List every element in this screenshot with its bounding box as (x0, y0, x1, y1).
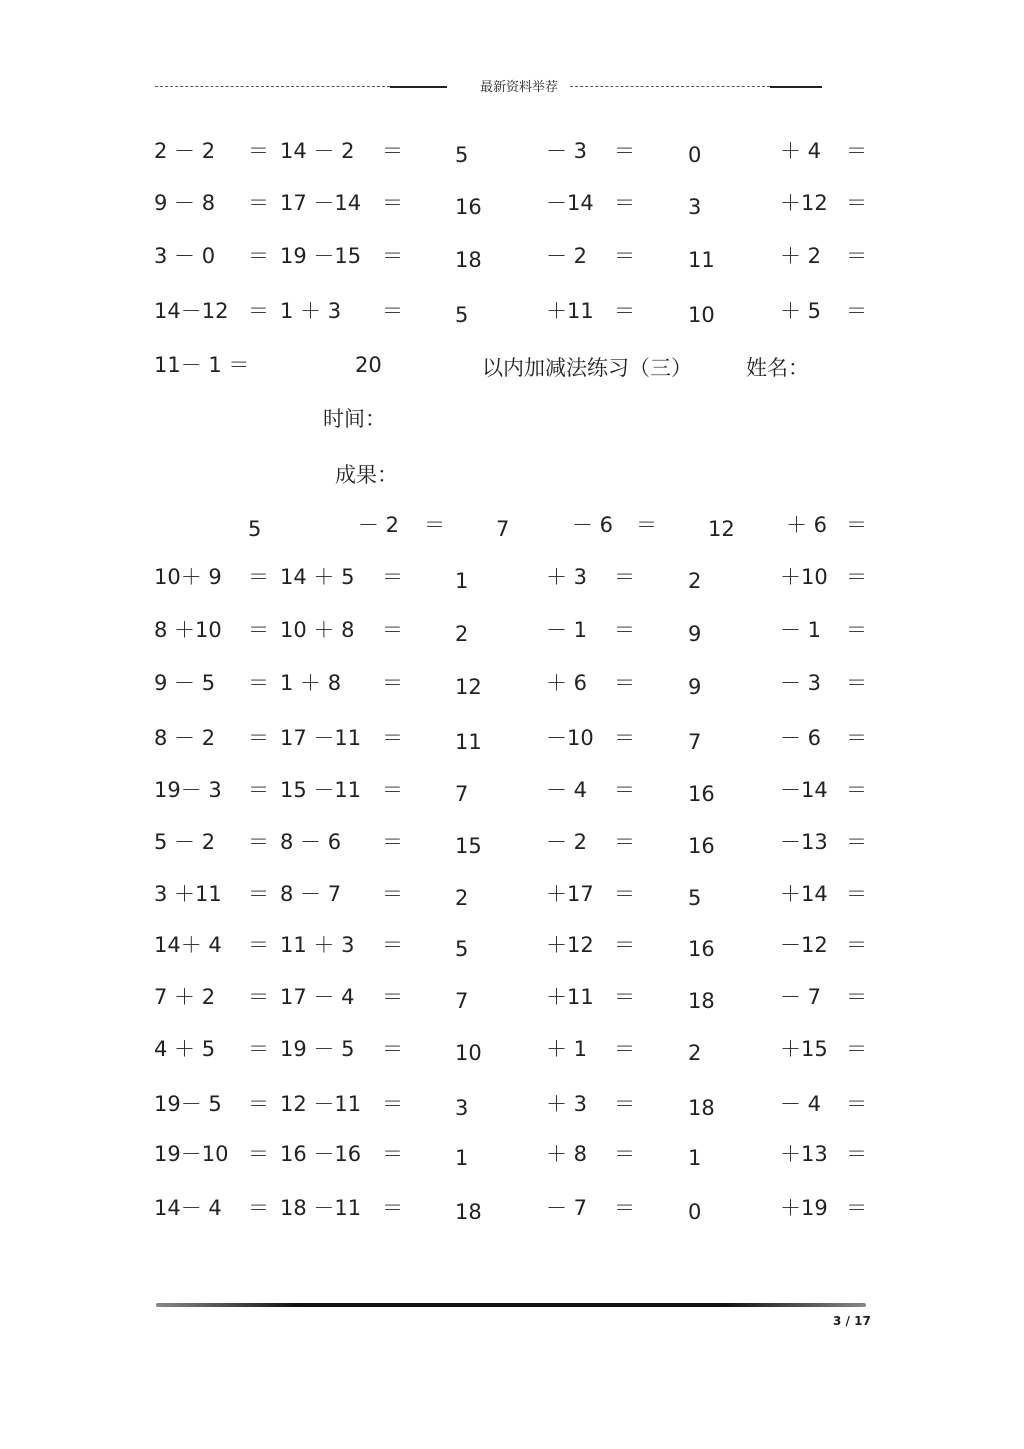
problem-cell: 11 (455, 730, 482, 754)
equals-sign: ＝ (614, 299, 635, 323)
problem-cell: 9 － 5 (154, 671, 216, 695)
exercise-row (0, 560, 1024, 594)
equals-sign: ＝ (614, 726, 635, 750)
equals-sign: ＝ (614, 1092, 635, 1116)
problem-cell: － 2 (546, 244, 588, 268)
problem-cell: 16 (688, 834, 715, 858)
problem-cell: 19－10 (154, 1142, 229, 1166)
problem-cell: 11 ＋ 3 (280, 933, 355, 957)
problem-cell: －14 (780, 778, 828, 802)
exercise-row (0, 1137, 1024, 1171)
problem-cell: ＋17 (546, 882, 594, 906)
problem-cell: 5 (455, 937, 469, 961)
problem-cell: －14 (546, 191, 594, 215)
equals-sign: ＝ (248, 618, 269, 642)
equals-sign: ＝ (846, 191, 867, 215)
equals-sign: ＝ (614, 671, 635, 695)
equals-sign: ＝ (614, 244, 635, 268)
problem-cell: － 3 (546, 139, 588, 163)
equals-sign: ＝ (846, 299, 867, 323)
problem-cell: 10 ＋ 8 (280, 618, 355, 642)
problem-cell: ＋19 (780, 1196, 828, 1220)
problem-cell: 18 －11 (280, 1196, 362, 1220)
problem-cell: 8 － 7 (280, 882, 342, 906)
header-dashed-rule-left (155, 86, 390, 87)
problem-cell: － 7 (780, 985, 822, 1009)
problem-cell: 7 (496, 517, 510, 541)
problem-cell: 7 ＋ 2 (154, 985, 216, 1009)
problem-cell: 19－ 3 (154, 778, 222, 802)
equals-sign: ＝ (382, 830, 403, 854)
equals-sign: ＝ (248, 1142, 269, 1166)
problem-cell: － 4 (780, 1092, 822, 1116)
exercise-row (0, 134, 1024, 168)
exercise-row (0, 877, 1024, 911)
equals-sign: ＝ (382, 1092, 403, 1116)
equals-sign: ＝ (382, 618, 403, 642)
problem-cell: 8 － 6 (280, 830, 342, 854)
header-solid-rule-left (390, 86, 447, 88)
equals-sign: ＝ (248, 1196, 269, 1220)
exercise-row (0, 666, 1024, 700)
equals-sign: ＝ (382, 565, 403, 589)
title-number: 20 (355, 353, 382, 377)
problem-cell: ＋ 4 (780, 139, 822, 163)
problem-cell: 7 (455, 782, 469, 806)
equals-sign: ＝ (382, 985, 403, 1009)
equals-sign: ＝ (248, 671, 269, 695)
problem-cell: 17 －14 (280, 191, 362, 215)
problem-cell: 5 (455, 303, 469, 327)
equals-sign: ＝ (846, 778, 867, 802)
footer-rule (156, 1303, 866, 1307)
problem-cell: 1 (455, 1146, 469, 1170)
problem-cell: ＋ 3 (546, 1092, 588, 1116)
problem-cell: － 2 (546, 830, 588, 854)
problem-cell: －10 (546, 726, 594, 750)
problem-cell: 14－ 4 (154, 1196, 222, 1220)
equals-sign: ＝ (614, 985, 635, 1009)
problem-cell: 8 － 2 (154, 726, 216, 750)
time-label: 时间： (323, 407, 386, 431)
problem-cell: 5 － 2 (154, 830, 216, 854)
problem-cell: 9 (688, 675, 702, 699)
equals-sign: ＝ (614, 191, 635, 215)
exercise-row (0, 1191, 1024, 1225)
problem-cell: 5 (455, 143, 469, 167)
header-solid-rule-right (770, 86, 822, 88)
exercise-row (0, 928, 1024, 962)
equals-sign: ＝ (614, 882, 635, 906)
problem-cell: ＋10 (780, 565, 828, 589)
problem-cell: 0 (688, 143, 702, 167)
equals-sign: ＝ (614, 618, 635, 642)
problem-cell: － 3 (780, 671, 822, 695)
score-label: 成果： (335, 463, 398, 487)
equals-sign: ＝ (248, 985, 269, 1009)
worksheet-title: 以内加减法练习（三） (482, 356, 692, 380)
equals-sign: ＝ (382, 671, 403, 695)
problem-cell: 1 (688, 1146, 702, 1170)
problem-cell: 18 (455, 1200, 482, 1224)
exercise-row (0, 613, 1024, 647)
equals-sign: ＝ (614, 830, 635, 854)
problem-cell: － 7 (546, 1196, 588, 1220)
exercise-row (0, 721, 1024, 755)
equals-sign: ＝ (846, 618, 867, 642)
exercise-row (0, 980, 1024, 1014)
problem-cell: 2 (688, 1041, 702, 1065)
equals-sign: ＝ (614, 139, 635, 163)
problem-cell: 3 － 0 (154, 244, 216, 268)
name-label: 姓名： (746, 356, 809, 380)
problem-cell: 2 (455, 886, 469, 910)
equals-sign: ＝ (382, 191, 403, 215)
problem-cell: 14＋ 4 (154, 933, 222, 957)
equals-sign: ＝ (846, 1092, 867, 1116)
equals-sign: ＝ (248, 299, 269, 323)
problem-cell: 12 (455, 675, 482, 699)
problem-cell: 10 (455, 1041, 482, 1065)
equals-sign: ＝ (846, 882, 867, 906)
problem-cell: 9 － 8 (154, 191, 216, 215)
problem-cell: ＋ 5 (780, 299, 822, 323)
equals-sign: ＝ (248, 1092, 269, 1116)
page-number: 3 / 17 (833, 1314, 871, 1328)
problem-cell: 14 ＋ 5 (280, 565, 355, 589)
problem-cell: 12 －11 (280, 1092, 362, 1116)
equals-sign: ＝ (846, 830, 867, 854)
equals-sign: ＝ (614, 933, 635, 957)
problem-cell: 1 ＋ 8 (280, 671, 342, 695)
problem-cell: ＋ 8 (546, 1142, 588, 1166)
problem-cell: －13 (780, 830, 828, 854)
equals-sign: ＝ (846, 565, 867, 589)
problem-cell: 3 ＋11 (154, 882, 222, 906)
equals-sign: ＝ (382, 882, 403, 906)
exercise-row (0, 186, 1024, 220)
problem-cell: － 6 (780, 726, 822, 750)
equals-sign: ＝ (248, 1037, 269, 1061)
problem-cell: 10 (688, 303, 715, 327)
equals-sign: ＝ (614, 778, 635, 802)
problem-cell: 16 (688, 782, 715, 806)
title-lead-problem: 11－ 1 ＝ (154, 353, 250, 377)
problem-cell: 1 (455, 569, 469, 593)
equals-sign: ＝ (382, 726, 403, 750)
equals-sign: ＝ (846, 1142, 867, 1166)
problem-cell: 2 (688, 569, 702, 593)
equals-sign: ＝ (248, 726, 269, 750)
equals-sign: ＝ (248, 830, 269, 854)
equals-sign: ＝ (248, 244, 269, 268)
exercise-row (0, 825, 1024, 859)
equals-sign: ＝ (846, 1037, 867, 1061)
problem-cell: 5 (248, 517, 262, 541)
problem-cell: ＋13 (780, 1142, 828, 1166)
problem-cell: 10＋ 9 (154, 565, 222, 589)
problem-cell: － 4 (546, 778, 588, 802)
problem-cell: ＋14 (780, 882, 828, 906)
problem-cell: ＋ 6 (786, 513, 828, 537)
problem-cell: － 1 (780, 618, 822, 642)
equals-sign: ＝ (846, 726, 867, 750)
problem-cell: ＋11 (546, 985, 594, 1009)
equals-sign: ＝ (636, 513, 657, 537)
problem-cell: 19－ 5 (154, 1092, 222, 1116)
equals-sign: ＝ (846, 244, 867, 268)
problem-cell: ＋12 (780, 191, 828, 215)
problem-cell: － 2 (358, 513, 400, 537)
problem-cell: － 1 (546, 618, 588, 642)
problem-cell: 19 － 5 (280, 1037, 355, 1061)
exercise-row (0, 773, 1024, 807)
problem-cell: 1 ＋ 3 (280, 299, 342, 323)
equals-sign: ＝ (248, 139, 269, 163)
problem-cell: ＋ 3 (546, 565, 588, 589)
problem-cell: 7 (688, 730, 702, 754)
equals-sign: ＝ (382, 1142, 403, 1166)
problem-cell: － 6 (572, 513, 614, 537)
problem-cell: 17 － 4 (280, 985, 355, 1009)
problem-cell: 3 (455, 1096, 469, 1120)
equals-sign: ＝ (614, 1196, 635, 1220)
problem-cell: 18 (688, 989, 715, 1013)
problem-cell: 3 (688, 195, 702, 219)
problem-cell: 15 －11 (280, 778, 362, 802)
problem-cell: 8 ＋10 (154, 618, 222, 642)
problem-cell: 15 (455, 834, 482, 858)
problem-cell: 11 (688, 248, 715, 272)
problem-cell: 16 (455, 195, 482, 219)
equals-sign: ＝ (248, 882, 269, 906)
equals-sign: ＝ (248, 565, 269, 589)
equals-sign: ＝ (382, 244, 403, 268)
problem-cell: 19 －15 (280, 244, 362, 268)
problem-cell: 2 (455, 622, 469, 646)
equals-sign: ＝ (846, 1196, 867, 1220)
equals-sign: ＝ (248, 191, 269, 215)
problem-cell: ＋ 2 (780, 244, 822, 268)
problem-cell: －12 (780, 933, 828, 957)
equals-sign: ＝ (382, 933, 403, 957)
problem-cell: 18 (688, 1096, 715, 1120)
equals-sign: ＝ (846, 671, 867, 695)
exercise-row (0, 294, 1024, 328)
problem-cell: 12 (708, 517, 735, 541)
problem-cell: 5 (688, 886, 702, 910)
equals-sign: ＝ (382, 1037, 403, 1061)
problem-cell: 14－12 (154, 299, 229, 323)
exercise-row-offset (0, 508, 1024, 542)
problem-cell: 18 (455, 248, 482, 272)
problem-cell: ＋ 1 (546, 1037, 588, 1061)
exercise-row (0, 1032, 1024, 1066)
equals-sign: ＝ (382, 1196, 403, 1220)
equals-sign: ＝ (614, 1037, 635, 1061)
problem-cell: 0 (688, 1200, 702, 1224)
equals-sign: ＝ (846, 985, 867, 1009)
problem-cell: 16 (688, 937, 715, 961)
equals-sign: ＝ (846, 139, 867, 163)
equals-sign: ＝ (248, 778, 269, 802)
problem-cell: 9 (688, 622, 702, 646)
problem-cell: 4 ＋ 5 (154, 1037, 216, 1061)
problem-cell: ＋15 (780, 1037, 828, 1061)
problem-cell: 7 (455, 989, 469, 1013)
problem-cell: 2 － 2 (154, 139, 216, 163)
problem-cell: ＋11 (546, 299, 594, 323)
equals-sign: ＝ (382, 139, 403, 163)
equals-sign: ＝ (424, 513, 445, 537)
exercise-row (0, 239, 1024, 273)
equals-sign: ＝ (614, 565, 635, 589)
problem-cell: 16 －16 (280, 1142, 362, 1166)
equals-sign: ＝ (614, 1142, 635, 1166)
equals-sign: ＝ (846, 513, 867, 537)
problem-cell: ＋12 (546, 933, 594, 957)
equals-sign: ＝ (846, 933, 867, 957)
header-title: 最新资料举荐 (480, 80, 559, 95)
equals-sign: ＝ (248, 933, 269, 957)
problem-cell: 17 －11 (280, 726, 362, 750)
problem-cell: ＋ 6 (546, 671, 588, 695)
equals-sign: ＝ (382, 299, 403, 323)
header-dashed-rule-right (570, 86, 770, 87)
problem-cell: 14 － 2 (280, 139, 355, 163)
exercise-row (0, 1087, 1024, 1121)
equals-sign: ＝ (382, 778, 403, 802)
